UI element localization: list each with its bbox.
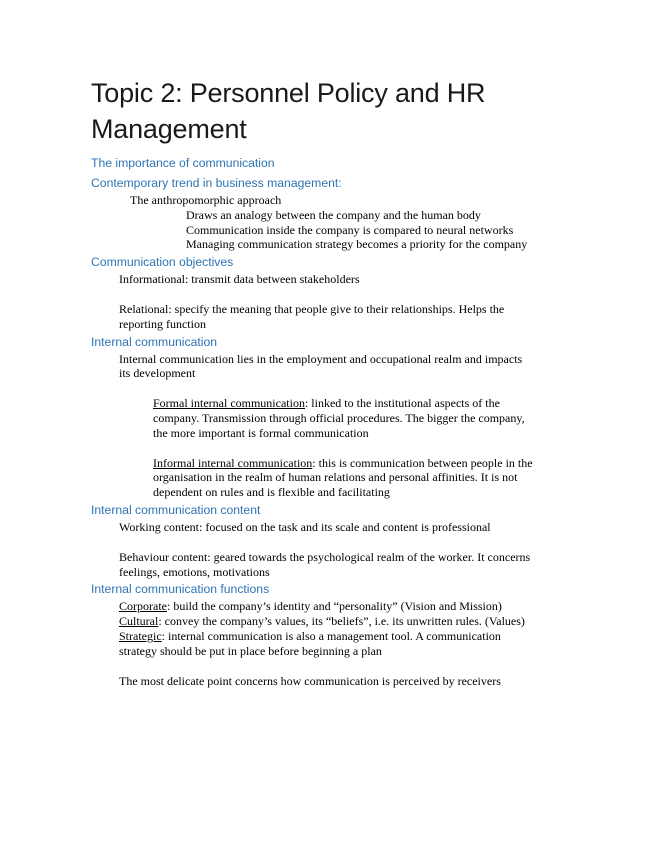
informal-line-1 (91, 456, 571, 471)
trend-item: The anthropomorphic approach (130, 193, 282, 207)
formal-line-1 (91, 396, 571, 411)
formal-label: Formal internal communication (153, 396, 305, 411)
heading-functions: Internal communication functions (91, 582, 270, 597)
closing-statement: The most delicate point concerns how communication is perceived by receivers (119, 673, 501, 688)
corporate-label: Corporate (119, 599, 167, 614)
heading-trend: Contemporary trend in business management: (91, 176, 342, 190)
trend-sub-1: Draws an analogy between the company and the human body (186, 207, 481, 222)
content-behaviour-2: feelings, emotions, motivations (119, 564, 270, 579)
title-line-1: Topic 2: Personnel Policy and HR (91, 78, 486, 108)
trend-sub-2: Communication inside the company is compared to neural networks (186, 222, 514, 237)
informal-label: Informal internal communication (153, 455, 313, 470)
title-line-2: Management (91, 114, 247, 144)
objective-relational-2: reporting function (119, 316, 206, 331)
function-cultural (91, 614, 571, 629)
cultural-label: Cultural (119, 614, 159, 629)
internal-intro-1: Internal communication lies in the employment and occupational realm and impacts (119, 351, 523, 366)
function-strategic-2: strategy should be put in place before beginning a plan (119, 643, 382, 658)
function-corporate (91, 599, 571, 614)
heading-importance: The importance of communication (91, 156, 275, 170)
formal-text-1: : linked to the institutional aspects of the (304, 396, 500, 411)
strategic-label: Strategic (119, 628, 162, 643)
heading-content: Internal communication content (91, 502, 261, 517)
function-strategic-1 (91, 629, 571, 644)
content-behaviour-1: Behaviour content: geared towards the psychological realm of the worker. It concerns (119, 549, 531, 564)
internal-intro-2: its development (119, 366, 196, 381)
informal-text-1: : this is communication between people in the (312, 455, 533, 470)
trend-sub-3: Managing communication strategy becomes a priority for the company (186, 237, 528, 252)
page-title (91, 75, 571, 147)
formal-line-2: company. Transmission through official procedures. The bigger the company, (153, 410, 525, 425)
cultural-text: : convey the company’s values, its “beliefs”, i.e. its unwritten rules. (Values) (158, 614, 525, 629)
heading-objectives: Communication objectives (91, 255, 234, 270)
objective-relational-1: Relational: specify the meaning that people give to their relationships. Helps the (119, 301, 505, 316)
corporate-text: : build the company’s identity and “personality” (Vision and Mission) (166, 599, 502, 614)
document-page (91, 75, 571, 688)
heading-internal: Internal communication (91, 334, 217, 349)
content-working: Working content: focused on the task and its scale and content is professional (119, 519, 491, 534)
informal-line-3: dependent on rules and is flexible and facilitating (153, 485, 390, 500)
formal-line-3: the more important is formal communication (153, 425, 369, 440)
objective-informational: Informational: transmit data between stakeholders (119, 272, 360, 287)
strategic-text-1: : internal communication is also a management tool. A communication (161, 628, 501, 643)
informal-line-2: organisation in the realm of human relations and personal affinities. It is not (153, 470, 518, 485)
